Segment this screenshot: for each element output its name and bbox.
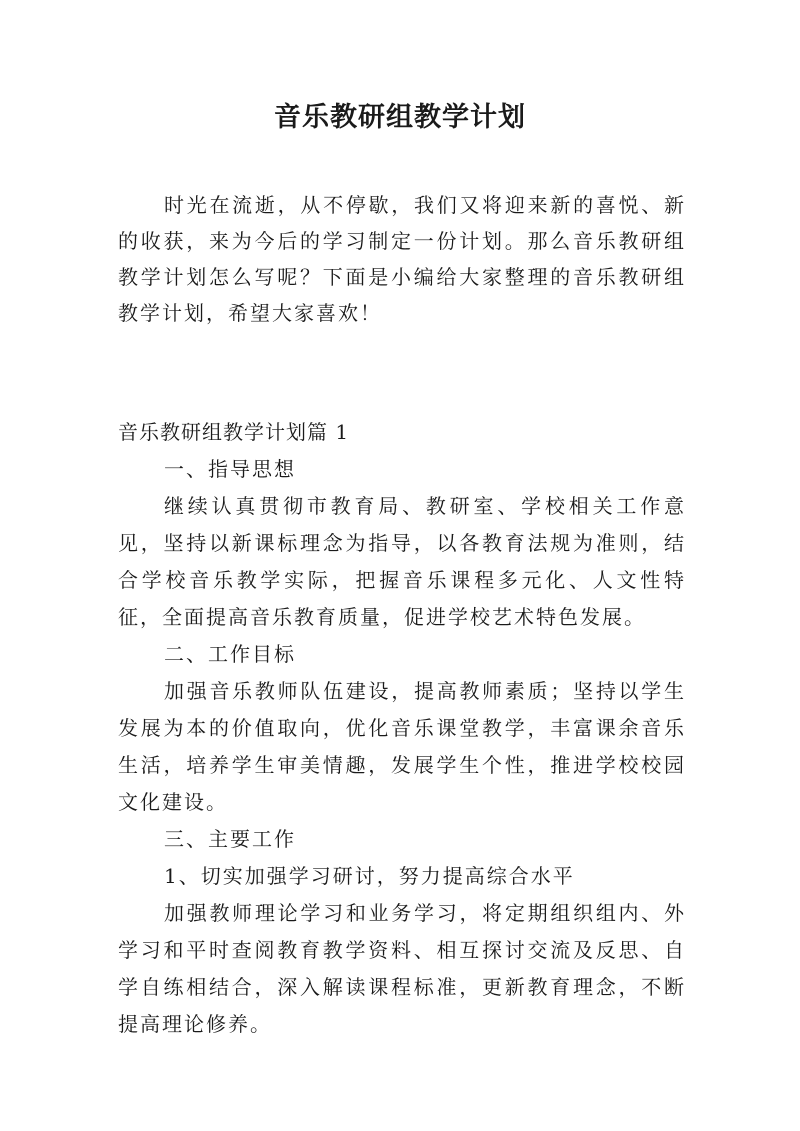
document-body bbox=[118, 414, 686, 1043]
intro-paragraph: 时光在流逝，从不停歇，我们又将迎来新的喜悦、新的收获，来为今后的学习制定一份计划。那么音乐教研组教学计划怎么写呢？下面是小编给大家整理的音乐教研组教学计划，希望大家喜欢！ bbox=[118, 193, 686, 325]
document-title: 音乐教研组教学计划 bbox=[274, 102, 526, 133]
subheading-study-research: 1、切实加强学习研讨，努力提高综合水平 bbox=[164, 864, 575, 888]
section-title: 音乐教研组教学计划篇 1 bbox=[118, 420, 350, 444]
paragraph-study-research: 加强教师理论学习和业务学习，将定期组织组内、外学习和平时查阅教育教学资料、相互探讨交流及反思、自学自练相结合，深入解读课程标准，更新教育理念，不断提高理论修养。 bbox=[118, 901, 686, 1036]
heading-work-goals: 二、工作目标 bbox=[164, 642, 296, 666]
paragraph-guiding-ideology: 继续认真贯彻市教育局、教研室、学校相关工作意见，坚持以新课标理念为指导，以各教育法规为准则，结合学校音乐教学实际，把握音乐课程多元化、人文性特征，全面提高音乐教育质量，促进学校艺术特色发展。 bbox=[118, 494, 686, 629]
heading-guiding-ideology: 一、指导思想 bbox=[164, 457, 296, 481]
heading-main-work: 三、主要工作 bbox=[164, 827, 296, 851]
paragraph-work-goals: 加强音乐教师队伍建设，提高教师素质；坚持以学生发展为本的价值取向，优化音乐课堂教学，丰富课余音乐生活，培养学生审美情趣，发展学生个性，推进学校校园文化建设。 bbox=[118, 679, 686, 814]
